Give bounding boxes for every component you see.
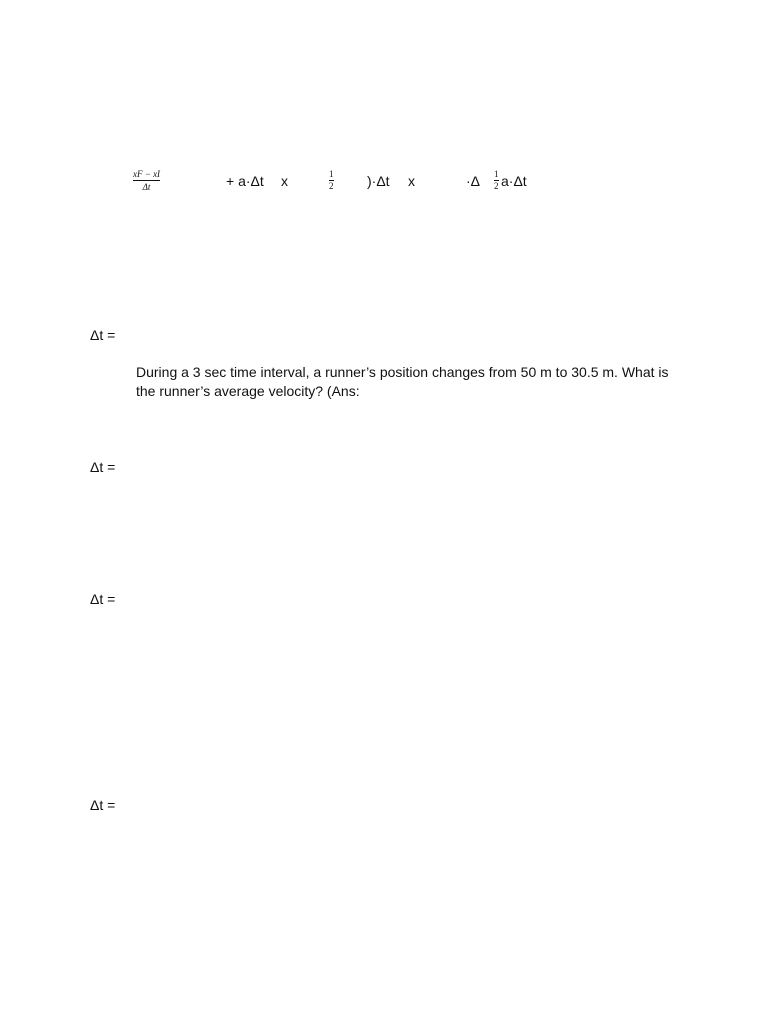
delta-symbol: ·Δ [466, 173, 481, 189]
delta-t-label: Δt = [90, 797, 116, 813]
delta-t-label: Δt = [90, 591, 116, 607]
half-fraction-2 [494, 170, 499, 191]
position-symbol-2: x [408, 173, 415, 189]
half-fraction [329, 170, 334, 191]
delta-t-label: Δt = [90, 459, 116, 475]
acceleration-term: a·Δt [501, 173, 527, 189]
position-symbol-1: x [281, 173, 288, 189]
fraction-numerator: 1 [494, 169, 499, 179]
fraction-numerator: 1 [329, 169, 334, 179]
fraction-denominator: 2 [329, 181, 334, 191]
fraction-denominator: Δt [142, 182, 151, 192]
fraction-denominator: 2 [494, 181, 499, 191]
fraction-bar [133, 180, 160, 181]
fraction-numerator: xF − xI [133, 169, 161, 179]
avg-velocity-fraction [133, 169, 160, 192]
problem-text: During a 3 sec time interval, a runner’s position changes from 50 m to 30.5 m. What is the runner’s average velocity? (Ans: [136, 364, 669, 399]
velocity-term: + a·Δt [226, 173, 264, 189]
average-term: )·Δt [367, 173, 390, 189]
delta-t-label: Δt = [90, 327, 116, 343]
